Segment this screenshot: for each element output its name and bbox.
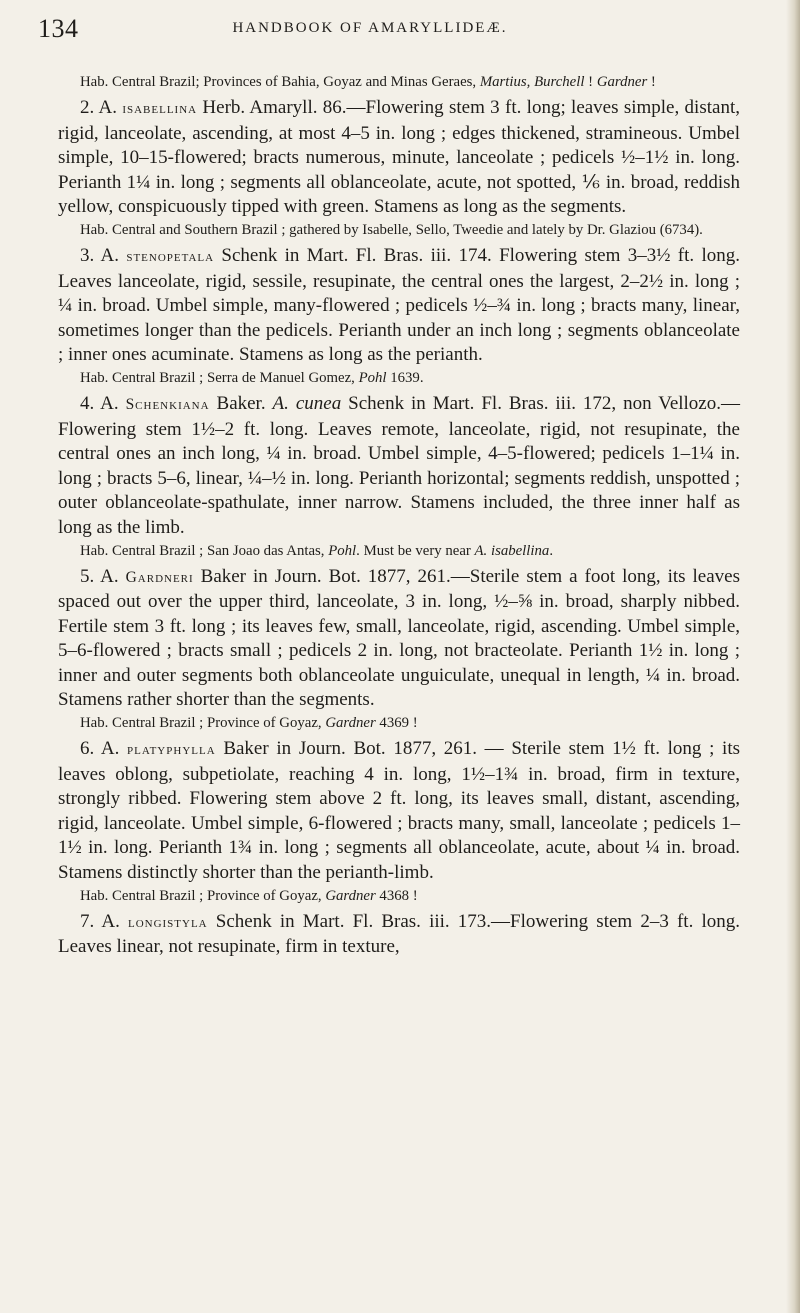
- italic-run: A. cunea: [272, 392, 342, 414]
- text-run: Schenk in Mart. Fl. Bras. iii. 172, non Vellozo.—Flowering stem 1½–2 ft. long. Leaves remote, lanceolate, rigid, not resupinate, the central ones an inch long, ¼ in. broad. Umbel simple, 4–5-flowered; pedicels 1–1¼ in. long ; bracts 5–6, linear, ¼–½ in. long. Perianth horizontal; segments reddish, unspotted ; outer oblanceolate-spathulate, inner narrow. Stamens included, the three inner half as long as the limb.: [58, 392, 740, 538]
- body-text: [58, 72, 740, 960]
- italic-run: Pohl: [328, 542, 357, 559]
- text-run: 7. A.: [80, 910, 128, 932]
- italic-run: Gardner: [325, 715, 376, 732]
- habitat-note: [58, 713, 740, 734]
- habitat-note: [58, 368, 740, 389]
- text-run: Hab. Central Brazil; Provinces of Bahia, Goyaz and Minas Geraes,: [80, 74, 480, 90]
- page-number: 134: [38, 14, 79, 43]
- text-run: Hab. Central Brazil ; Province of Goyaz,: [80, 887, 326, 904]
- species-name: platyphylla: [127, 741, 216, 759]
- habitat-note: [58, 220, 740, 241]
- running-title: HANDBOOK OF AMARYLLIDEÆ.: [232, 20, 508, 36]
- text-run: 4368 !: [375, 887, 418, 904]
- species-entry: [58, 910, 740, 960]
- text-run: Hab. Central Brazil ; Province of Goyaz,: [80, 715, 326, 732]
- species-name: stenopetala: [126, 247, 215, 265]
- text-run: 5. A.: [80, 565, 126, 587]
- species-entry: [58, 244, 740, 368]
- text-run: Hab. Central Brazil ; San Joao das Antas,: [80, 542, 329, 559]
- species-entry: [58, 565, 740, 714]
- italic-run: Gardner: [325, 887, 376, 904]
- text-run: 6. A.: [80, 738, 128, 760]
- italic-run: Pohl: [358, 369, 387, 386]
- italic-run: Martius, Burchell: [479, 74, 585, 90]
- italic-run: Gardner: [596, 74, 648, 90]
- text-run: Baker in Journ. Bot. 1877, 261. — Sterile stem 1½ ft. long ; its leaves oblong, subpetiolate, reaching 4 in. long, 1½–1¾ in. broad, firm in texture, strongly ribbed. Flowering stem above 2 ft. long, its leaves small, distant, ascending, rigid, lanceolate. Umbel simple, 6-flowered ; bracts many, small, lanceolate ; pedicels 1–1½ in. long. Perianth 1¾ in. long ; segments all oblanceolate, acute, about ¼ in. broad. Stamens distinctly shorter than the perianth-limb.: [58, 738, 740, 884]
- text-run: Baker.: [209, 392, 273, 414]
- species-entry: [58, 392, 740, 541]
- text-run: 3. A.: [80, 244, 127, 266]
- species-entry: [58, 737, 740, 886]
- text-run: .: [549, 542, 554, 559]
- habitat-note: [58, 72, 740, 93]
- text-run: !: [584, 74, 597, 90]
- species-name: Schenkiana: [125, 395, 210, 413]
- page-edge-shadow: [786, 0, 800, 1313]
- italic-run: A. isabellina: [474, 542, 550, 559]
- text-run: 2. A.: [80, 97, 123, 118]
- text-run: 4369 !: [375, 715, 418, 732]
- habitat-note: [58, 541, 740, 562]
- text-run: Hab. Central and Southern Brazil ; gathered by Isabelle, Sello, Tweedie and lately by Dr. Glaziou (6734).: [80, 221, 703, 238]
- text-run: Herb. Amaryll. 86.—Flowering stem 3 ft. long; leaves simple, distant, rigid, lanceolate, ascending, at most 4–5 in. long ; edges thickened, stramineous. Umbel simple, 10–15-flowered; bracts numerous, minute, lanceolate ; pedicels ½–1½ in. long. Perianth 1¼ in. long ; segments all oblanceolate, acute, not spotted, ⅙ in. broad, reddish yellow, conspicuously tipped with green. Stamens as long as the segments.: [58, 97, 740, 218]
- text-run: 1639.: [386, 369, 424, 386]
- text-run: 4. A.: [80, 392, 126, 414]
- text-run: . Must be very near: [356, 542, 475, 559]
- text-run: !: [647, 74, 656, 90]
- species-name: isabellina: [122, 100, 198, 117]
- habitat-note: [58, 886, 740, 907]
- text-run: Schenk in Mart. Fl. Bras. iii. 173.—Flowering stem 2–3 ft. long. Leaves linear, not resupinate, firm in texture,: [58, 910, 740, 958]
- species-entry: [58, 96, 740, 220]
- text-run: Baker in Journ. Bot. 1877, 261.—Sterile stem a foot long, its leaves spaced out over the upper third, lanceolate, 3 in. long, ½–⅝ in. broad, sharply nibbed. Fertile stem 3 ft. long ; its leaves few, small, lanceolate, rigid, ascending. Umbel simple, 5–6-flowered ; bracts small ; pedicels 2 in. long, not bracteolate. Perianth 1½ in. long ; inner and outer segments both oblanceolate unguiculate, unequal in length, ¼ in. broad. Stamens rather shorter than the segments.: [58, 565, 740, 711]
- species-name: longistyla: [127, 913, 208, 931]
- text-run: Hab. Central Brazil ; Serra de Manuel Gomez,: [80, 369, 359, 386]
- species-name: Gardneri: [125, 568, 194, 586]
- text-run: Schenk in Mart. Fl. Bras. iii. 174. Flowering stem 3–3½ ft. long. Leaves lanceolate, rigid, sessile, resupinate, the central ones the largest, 2–2½ in. long ; ¼ in. broad. Umbel simple, many-flowered ; pedicels ½–¾ in. long ; bracts many, linear, sometimes longer than the pedicels. Perianth under an inch long ; segments oblanceolate ; inner ones acuminate. Stamens as long as the perianth.: [58, 244, 740, 366]
